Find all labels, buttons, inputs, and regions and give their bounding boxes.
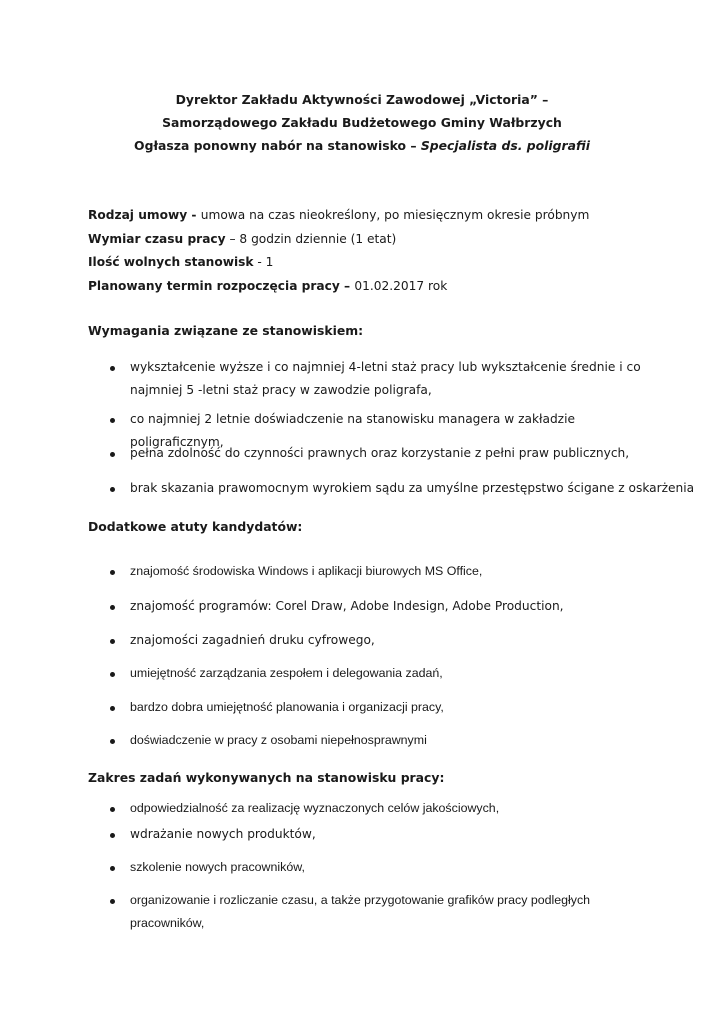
advantage-text: umiejętność zarządzania zespołem i delegowania zadań,: [130, 666, 443, 680]
bullet-icon: [110, 739, 115, 744]
bullet-icon: [110, 570, 115, 575]
requirement-text: co najmniej 2 letnie doświadczenie na stanowisku managera w zakładzie poligraficznym,: [130, 412, 575, 449]
duty-text: wdrażanie nowych produktów,: [130, 827, 316, 841]
requirement-text: brak skazania prawomocnym wyrokiem sądu za umyślne przestępstwo ścigane z oskarżenia: [130, 481, 695, 495]
start-date-label: Planowany termin rozpoczęcia pracy –: [88, 278, 355, 293]
header-line-announcement: [0, 134, 724, 157]
job-info: [88, 204, 668, 298]
duty-text: szkolenie nowych pracowników,: [130, 860, 305, 874]
bullet-icon: [110, 866, 115, 871]
vacancies-label: Ilość wolnych stanowisk: [88, 255, 254, 269]
advantage-text: znajomość programów: Corel Draw, Adobe Indesign, Adobe Production,: [130, 599, 564, 613]
bullet-icon: [110, 899, 115, 904]
start-date-row: [88, 275, 668, 299]
announcement-prefix: Ogłasza ponowny nabór na stanowisko –: [134, 138, 421, 153]
advantage-text: doświadczenie w pracy z osobami niepełnosprawnymi: [130, 733, 427, 747]
vacancies-value: - 1: [253, 255, 274, 269]
requirement-text: pełna zdolność do czynności prawnych oraz korzystanie z pełni praw publicznych,: [130, 446, 630, 460]
contract-type-value: umowa na czas nieokreślony, po miesięcznym okresie próbnym: [200, 208, 590, 222]
working-hours-row: [88, 228, 668, 252]
advantages-title: Dodatkowe atuty kandydatów:: [88, 519, 303, 534]
working-hours-value: – 8 godzin dziennie (1 etat): [225, 231, 397, 246]
bullet-icon: [110, 807, 115, 812]
header-line-director: Dyrektor Zakładu Aktywności Zawodowej „Victoria” –: [175, 92, 549, 107]
requirement-text: wykształcenie wyższe i co najmniej 4-letni staż pracy lub wykształcenie średnie i co najmniej 5 -letni staż pracy w zawodzie poligrafa,: [130, 360, 641, 397]
position-name: Specjalista ds. poligrafii: [420, 138, 590, 153]
bullet-icon: [110, 833, 115, 838]
advantage-text: znajomość środowiska Windows i aplikacji biurowych MS Office,: [130, 564, 483, 578]
duties-title: Zakres zadań wykonywanych na stanowisku pracy:: [88, 770, 445, 785]
advantage-text: bardzo dobra umiejętność planowania i organizacji pracy,: [130, 700, 444, 714]
advantage-text: znajomości zagadnień druku cyfrowego,: [130, 633, 375, 647]
bullet-icon: [110, 639, 115, 644]
vacancies-row: [88, 251, 668, 275]
start-date-value: 01.02.2017 rok: [354, 278, 448, 293]
bullet-icon: [110, 418, 115, 423]
duty-text: organizowanie i rozliczanie czasu, a także przygotowanie grafików pracy podległych pracowników,: [130, 893, 591, 930]
header-line-institution: Samorządowego Zakładu Budżetowego Gminy Wałbrzych: [162, 115, 562, 130]
contract-type-row: [88, 204, 668, 228]
contract-type-label: Rodzaj umowy -: [88, 208, 201, 222]
bullet-icon: [110, 487, 115, 492]
bullet-icon: [110, 452, 115, 457]
requirements-title: Wymagania związane ze stanowiskiem:: [88, 323, 364, 338]
bullet-icon: [110, 706, 115, 711]
announcement-header: [0, 88, 724, 157]
bullet-icon: [110, 672, 115, 677]
bullet-icon: [110, 366, 115, 371]
duty-text: odpowiedzialność za realizację wyznaczonych celów jakościowych,: [130, 801, 500, 815]
bullet-icon: [110, 605, 115, 610]
working-hours-label: Wymiar czasu pracy: [88, 231, 226, 246]
